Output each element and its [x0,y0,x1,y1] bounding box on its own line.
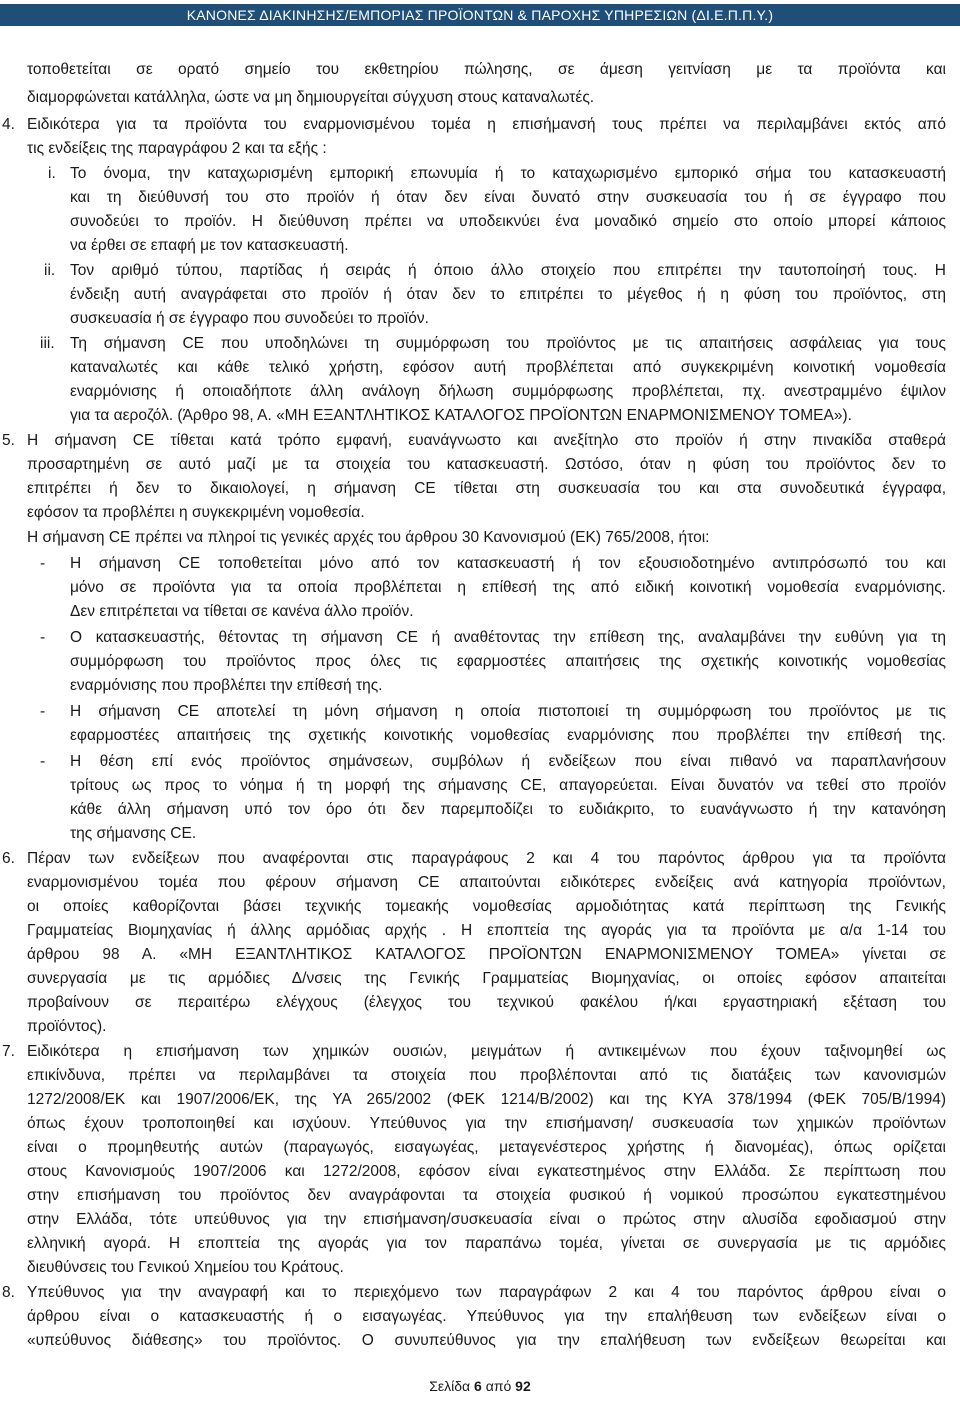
text-line: «υπεύθυνος διάθεσης» του προϊόντος. Ο συνυπεύθυνος για την επαλήθευση των ενδείξεων θεωρείται και [27,1332,946,1349]
list-marker: i. [48,165,56,182]
list-marker: ii. [44,262,56,279]
text-line: εφόσον τα προβλέπει η συγκεκριμένη νομοθεσία. [27,504,365,521]
text-line: εφαρμοστέες απαιτήσεις της σχετικής κοινοτικής νομοθεσίας εναρμόνισης που προβλέπει την επίθεσή της. [70,727,946,744]
list-marker: 8. [2,1284,15,1301]
text-line: εναρμόνισης που προβλέπει την επίθεσή της. [70,677,383,694]
text-line: Η θέση επί ενός προϊόντος σημάνσεων, συμβόλων ή ενδείξεων που είναι πιθανό να παραπλανήσουν [70,753,946,770]
text-line: Η σήμανση CE τίθεται κατά τρόπο εμφανή, ευανάγνωστο και ανεξίτηλο στο προϊόν ή στην πινακίδα σταθερά [27,432,946,449]
document-header-title: ΚΑΝΟΝΕΣ ΔΙΑΚΙΝΗΣΗΣ/ΕΜΠΟΡΙΑΣ ΠΡΟΪΟΝΤΩΝ & ΠΑΡΟΧΗΣ ΥΠΗΡΕΣΙΩΝ (ΔΙ.Ε.Π.Π.Υ.) [186,7,774,23]
footer-prefix: Σελίδα [429,1378,471,1394]
text-line: είναι ο προμηθευτής αυτών (παραγωγός, εισαγωγέας, μεταγενέστερος χρήστης ή διανομέας), όπως ορίζεται [27,1139,946,1156]
text-line: Η σήμανση CE τοποθετείται μόνο από τον κατασκευαστή ή τον εξουσιοδοτημένο αντιπρόσωπό του και [70,555,946,572]
list-marker: iii. [40,335,55,352]
text-line: Η σήμανση CE πρέπει να πληροί τις γενικές αρχές του άρθρου 30 Κανονισμού (ΕΚ) 765/2008, ήτοι: [27,529,710,546]
text-line: Το όνομα, την καταχωρισμένη εμπορική επωνυμία ή το καταχωρισμένο εμπορικό σήμα του κατασκευαστή [70,165,946,182]
text-line: Ειδικότερα η επισήμανση των χημικών ουσιών, μειγμάτων ή αντικειμένων που έχουν ταξινομηθεί ως [27,1043,946,1060]
text-line: τρίτους ως προς το νόημα ή τη μορφή της σήμανσης CE, απαγορεύεται. Είναι δυνατόν να τεθεί στο προϊόν [70,777,946,794]
text-line: Γραμματείας Βιομηχανίας ή άλλης αρμόδιας αρχής . Η εποπτεία της αγοράς για τα προϊόντα με α/α 1-14 του [27,922,946,939]
footer-page-number: 6 [474,1378,482,1394]
text-line: όπως έχουν τροποποιηθεί και ισχύουν. Υπεύθυνος για την επισήμανση/ συσκευασία των χημικών προϊόντων [27,1115,946,1132]
text-line: στους Κανονισμούς 1907/2006 και 1272/2008, εφόσον είναι εγκατεστημένος στην Ελλάδα. Σε περίπτωση που [27,1163,946,1180]
footer-middle: από [485,1378,512,1394]
list-marker: 7. [2,1043,15,1060]
list-marker: - [40,703,46,720]
text-line: επιτρέπει ή δεν το δικαιολογεί, η σήμανση CE τίθεται στη συσκευασία του και στα συνοδευτικά έγγραφα, [27,480,946,497]
text-line: άρθρου 98 Α. «ΜΗ ΕΞΑΝΤΛΗΤΙΚΟΣ ΚΑΤΑΛΟΓΟΣ ΠΡΟΪΟΝΤΩΝ ΕΝΑΡΜΟΝΙΣΜΕΝΟΥ ΤΟΜΕΑ» γίνεται σε [27,946,946,963]
list-marker: 6. [2,850,15,867]
text-line: Ο κατασκευαστής, θέτοντας τη σήμανση CE ή αναθέτοντας την επίθεση της, αναλαμβάνει την ευθύνη για τη [70,629,946,646]
text-line: να έρθει σε επαφή με τον κατασκευαστή. [70,237,349,254]
page-footer [0,1378,960,1394]
list-marker: 4. [2,116,15,133]
text-line: εναρμόνισης ή οποιαδήποτε άλλη ανάλογη δήλωση συμμόρφωσης προβλέπεται, πχ. ανεστραμμένο έψιλον [70,383,946,400]
text-line: και τη διεύθυνσή του στο προϊόν ή όταν δεν είναι δυνατό στην συσκευασία του ή σε έγγραφο που [70,189,946,206]
text-line: οι οποίες καθορίζονται βάσει τεχνικής τομεακής νομοθεσίας αρμοδιότητας κατά περίπτωση της Γενικής [27,898,946,915]
text-line: Πέραν των ενδείξεων που αναφέρονται στις παραγράφους 2 και 4 του παρόντος άρθρου για τα προϊόντα [27,850,946,867]
text-line: διευθύνσεις του Γενικού Χημείου του Κράτους. [27,1259,344,1276]
text-line: μόνο σε προϊόντα για τα οποία προβλέπεται η επίθεσή της από ειδική κοινοτική νομοθεσία εναρμόνισης. [70,579,946,596]
text-line: Δεν επιτρέπεται να τίθεται σε κανένα άλλο προϊόν. [70,603,414,620]
footer-total-pages: 92 [515,1378,531,1394]
text-line: της σήμανσης CE. [70,825,197,842]
text-line: άρθρου είναι ο κατασκευαστής ή ο εισαγωγέας. Υπεύθυνος για την επαλήθευση των ενδείξεων είναι ο [27,1308,946,1325]
text-line: ελληνική αγορά. Η εποπτεία της αγοράς για τον παραπάνω τομέα, γίνεται σε συνεργασία με τις αρμόδιες [27,1235,946,1252]
text-line: Τον αριθμό τύπου, παρτίδας ή σειράς ή όποιο άλλο στοιχείο που επιτρέπει την ταυτοποίησή τους. Η [70,262,946,279]
list-marker: - [40,555,46,572]
text-line: διαμορφώνεται κατάλληλα, ώστε να μη δημιουργείται σύγχυση στους καταναλωτές. [27,89,595,106]
text-line: καταναλωτές και κάθε τελικό χρήστη, εφόσον αυτή προβλέπεται από συγκεκριμένη κοινοτική νομοθεσία [70,359,946,376]
text-line: για τα αεροζόλ. (Άρθρο 98, Α. «ΜΗ ΕΞΑΝΤΛΗΤΙΚΟΣ ΚΑΤΑΛΟΓΟΣ ΠΡΟΪΟΝΤΩΝ ΕΝΑΡΜΟΝΙΣΜΕΝΟΥ ΤΟΜΕΑ»). [70,407,852,424]
text-line: στην επισήμανση του προϊόντος δεν αναγράφονται τα στοιχεία φυσικού ή νομικού προσώπου εγκατεστημένου [27,1187,946,1204]
text-line: προσαρτημένη σε αυτό μαζί με τα στοιχεία του κατασκευαστή. Ωστόσο, όταν η φύση του προϊόντος δεν το [27,456,946,473]
text-line: Ειδικότερα για τα προϊόντα του εναρμονισμένου τομέα η επισήμανσή τους πρέπει να περιλαμβάνει εκτός από [27,116,946,133]
text-line: ένδειξη αυτή αναγράφεται στο προϊόν ή όταν δεν το επιτρέπει το μέγεθος ή η φύση του προϊόντος, στη [70,286,946,303]
text-line: Η σήμανση CE αποτελεί τη μόνη σήμανση η οποία πιστοποιεί τη συμμόρφωση του προϊόντος με τις [70,703,946,720]
text-line: συμμόρφωση του προϊόντος προς όλες τις εφαρμοστέες απαιτήσεις της σχετικής κοινοτικής νομοθεσίας [70,653,946,670]
text-line: συνεργασία με τις αρμόδιες Δ/νσεις της Γενικής Γραμματείας Βιομηχανίας, οι οποίες εφόσον απαιτείται [27,970,946,987]
text-line: προβαίνουν σε περαιτέρω ελέγχους (έλεγχος του τεχνικού φακέλου ή/και εργαστηριακή εξέταση του [27,994,946,1011]
text-line: 1272/2008/ΕΚ και 1907/2006/ΕΚ, της ΥΑ 265/2002 (ΦΕΚ 1214/Β/2002) και της ΚΥΑ 378/1994 (ΦΕΚ 705/Β/1994) [27,1091,946,1108]
list-marker: - [40,753,46,770]
text-line: στην Ελλάδα, τότε υπεύθυνος για την επισήμανση/συσκευασία είναι ο πρώτος στην αλυσίδα εφοδιασμού στην [27,1211,946,1228]
text-line: τοποθετείται σε ορατό σημείο του εκθετηρίου πώλησης, σε άμεση γειτνίαση με τα προϊόντα και [27,61,946,78]
text-line: Τη σήμανση CE που υποδηλώνει τη συμμόρφωση του προϊόντος με τις απαιτήσεις ασφάλειας για τους [70,335,946,352]
text-line: προϊόντος). [27,1018,107,1035]
text-line: Υπεύθυνος για την αναγραφή και το περιεχόμενο των παραγράφων 2 και 4 του παρόντος άρθρου είναι ο [27,1284,946,1301]
text-line: συνοδεύει το προϊόν. Η διεύθυνση πρέπει να υποδεικνύει ένα μοναδικό σημείο στο οποίο μπορεί κάποιος [70,213,946,230]
text-line: τις ενδείξεις της παραγράφου 2 και τα εξής : [27,140,327,157]
text-line: επικίνδυνα, πρέπει να περιλαμβάνει τα στοιχεία που προβλέπονται από τις διατάξεις των κανονισμών [27,1067,946,1084]
text-line: κάθε άλλη σήμανση υπό τον όρο ότι δεν παρεμποδίζει το ευδιάκριτο, το ευανάγνωστο ή την κατανόηση [70,801,946,818]
text-line: συσκευασία ή σε έγγραφο που συνοδεύει το προϊόν. [70,310,429,327]
text-line: εναρμονισμένου τομέα που φέρουν σήμανση CE απαιτούνται ειδικότερες ενδείξεις ανά κατηγορία προϊόντων, [27,874,946,891]
document-header-bar [0,4,960,26]
list-marker: - [40,629,46,646]
list-marker: 5. [2,432,15,449]
